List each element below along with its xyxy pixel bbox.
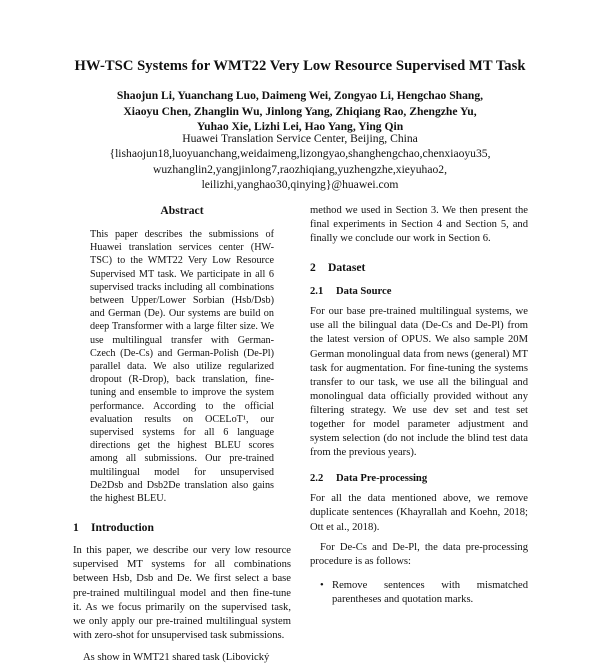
right-column [310,204,528,607]
subsection-number: 2.1 [310,286,324,298]
email-line: wuzhanglin2,yangjinlong7,raozhiqiang,yuzhengzhe,xieyuhao2, [153,162,447,176]
subsection-title: Data Source [336,286,392,298]
subsection-heading-data-source [310,286,528,297]
left-column [73,204,291,665]
subsection-title: Data Pre-processing [336,473,428,485]
section-title: Dataset [328,261,366,275]
paper-title: HW-TSC Systems for WMT22 Very Low Resource Supervised MT Task [74,58,526,74]
preprocessing-paragraph: For all the data mentioned above, we remove duplicate sentences (Khayrallah and Koehn, 2018; Ott et al., 2018). [310,493,528,533]
abstract-heading: Abstract [160,204,204,217]
abstract-text: This paper describes the submissions of Huawei translation services center (HW-TSC) to the WMT22 Very Low Resource Supervised MT task. We participate in all 6 supervised tracks including all combinations between Upper/Lower Sorbian (Hsb/Dsb) and German (De). Our systems are build on deep Transformer with a large filter size. We use multilingual transfer with German-Czech (De-Cs) and German-Polish (De-Pl) parallel data. We also utilize regularized dropout (R-Drop), back translation, fine-tuning and ensemble to improve the system performance. According to the official evaluation results on OCELoT¹, our supervised systems for all 6 language directions get the highest BLEU scores among all submissions. Our pre-trained multilingual model for unsupervised De2Dsb and Dsb2De translation also gains the highest BLEU. [90,229,274,505]
author-line: Yuhao Xie, Lizhi Lei, Hao Yang, Ying Qin [196,120,404,134]
preprocessing-bullet [310,579,528,607]
section-title: Introduction [91,521,154,535]
section-heading-dataset [310,261,528,274]
author-line: Xiaoyu Chen, Zhanglin Wu, Jinlong Yang, Zhiqiang Rao, Zhengzhe Yu, [123,104,477,118]
data-source-paragraph: For our base pre-trained multilingual systems, we use all the bilingual data (De-Cs and De-Pl) from the latest version of OPUS. We also sample 20M German monolingual data from news (general) MT task for augmentation. For fine-tuning the systems transfer to our task, we use all the bilingual and monolingual data officially provided without any filtering strategy. We use dev set and test set together for model parameter adjustment and system selection (do not include the blind test data from the previous years). [310,306,528,459]
affiliation-block [0,131,600,193]
author-line: Shaojun Li, Yuanchang Luo, Daimeng Wei, Zongyao Li, Hengchao Shang, [116,89,484,102]
bullet-marker: • [320,579,324,591]
intro-paragraph: As show in WMT21 shared task (Libovický [83,651,270,663]
preprocessing-paragraph: For De-Cs and De-Pl, the data pre-processing procedure is as follows: [310,541,528,567]
subsection-number: 2.2 [310,473,324,485]
subsection-heading-data-preprocessing [310,473,528,484]
email-line: {lishaojun18,luoyuanchang,weidaimeng,lizongyao,shanghengchao,chenxiaoyu35, [109,147,491,161]
intro-paragraph: In this paper, we describe our very low resource supervised MT systems for all combinations between Hsb, Dsb and De. We first select a base pre-trained multilingual model and then fine-tune it. As we focus primarily on the supervised task, we only apply our pre-trained multilingual system with zero-shot for unsupervised task submissions. [73,545,291,641]
section-heading-introduction [73,521,291,534]
section-number: 2 [310,261,316,275]
continued-paragraph: method we used in Section 3. We then present the final experiments in Section 4 and Section 5, and finally we conclude our work in Section 6. [310,205,528,245]
section-number: 1 [73,521,79,535]
author-list [0,88,600,135]
affiliation-line: Huawei Translation Service Center, Beijing, China [182,132,418,145]
email-line: leilizhi,yanghao30,qinying}@huawei.com [201,178,399,192]
bullet-text: Remove sentences with mismatched parentheses and quotation marks. [332,579,528,605]
